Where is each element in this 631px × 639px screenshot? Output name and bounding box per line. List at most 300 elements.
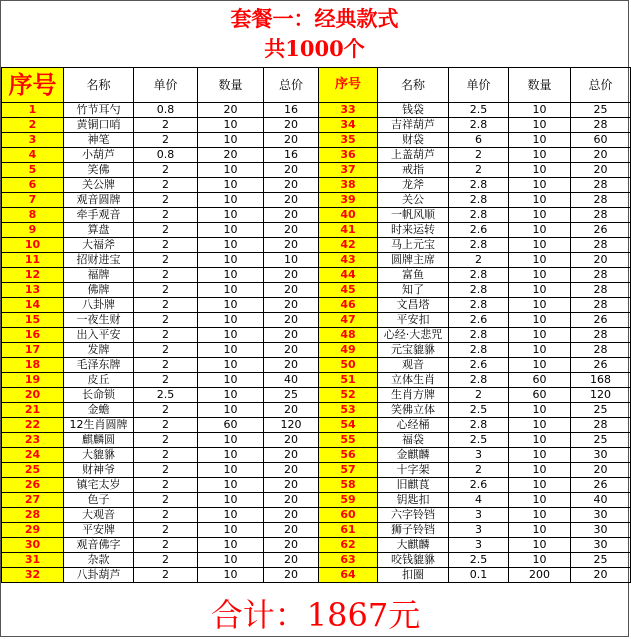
- left-total-cell: 20: [264, 538, 319, 553]
- right-qty-cell: 10: [509, 193, 571, 208]
- right-name-cell: 生肖方牌: [378, 388, 449, 403]
- left-no-cell: 9: [2, 223, 64, 238]
- table-row: [2, 463, 631, 478]
- table-row: [2, 283, 631, 298]
- left-name-cell: 色子: [64, 493, 134, 508]
- left-price-cell: 0.8: [134, 103, 198, 118]
- header-no-right: 序号: [319, 68, 378, 103]
- right-name-cell: 戒指: [378, 163, 449, 178]
- table-row: [2, 163, 631, 178]
- right-name-cell: 心经·大悲咒: [378, 328, 449, 343]
- table-row: [2, 493, 631, 508]
- left-total-cell: 20: [264, 193, 319, 208]
- right-price-cell: 3: [449, 523, 509, 538]
- right-no-cell: 37: [319, 163, 378, 178]
- table-row: [2, 118, 631, 133]
- left-no-cell: 14: [2, 298, 64, 313]
- left-total-cell: 20: [264, 118, 319, 133]
- right-name-cell: 观音: [378, 358, 449, 373]
- right-total-cell: 25: [571, 103, 631, 118]
- left-name-cell: 金蟾: [64, 403, 134, 418]
- right-total-cell: 28: [571, 418, 631, 433]
- left-name-cell: 平安牌: [64, 523, 134, 538]
- left-qty-cell: 10: [198, 133, 264, 148]
- right-qty-cell: 10: [509, 238, 571, 253]
- right-price-cell: 2.5: [449, 553, 509, 568]
- right-qty-cell: 10: [509, 163, 571, 178]
- left-total-cell: 20: [264, 208, 319, 223]
- right-no-cell: 41: [319, 223, 378, 238]
- right-price-cell: 2.8: [449, 283, 509, 298]
- table-row: [2, 478, 631, 493]
- left-no-cell: 3: [2, 133, 64, 148]
- right-no-cell: 56: [319, 448, 378, 463]
- left-total-cell: 20: [264, 403, 319, 418]
- grand-total: 合计：1867元: [210, 596, 421, 634]
- right-no-cell: 45: [319, 283, 378, 298]
- left-total-cell: 20: [264, 133, 319, 148]
- right-total-cell: 120: [571, 388, 631, 403]
- right-total-cell: 28: [571, 238, 631, 253]
- left-price-cell: 2.5: [134, 388, 198, 403]
- right-total-cell: 20: [571, 148, 631, 163]
- right-no-cell: 38: [319, 178, 378, 193]
- header-no-left: 序号: [2, 68, 64, 103]
- left-name-cell: 毛泽东牌: [64, 358, 134, 373]
- right-total-cell: 25: [571, 433, 631, 448]
- right-qty-cell: 10: [509, 343, 571, 358]
- right-no-cell: 43: [319, 253, 378, 268]
- sheet-subtitle: 共1000个: [264, 36, 365, 61]
- right-name-cell: 六字铃铛: [378, 508, 449, 523]
- left-total-cell: 20: [264, 508, 319, 523]
- right-no-cell: 40: [319, 208, 378, 223]
- left-total-cell: 20: [264, 313, 319, 328]
- left-qty-cell: 10: [198, 493, 264, 508]
- items-table: [1, 67, 631, 583]
- left-total-cell: 20: [264, 358, 319, 373]
- left-qty-cell: 10: [198, 118, 264, 133]
- table-row: [2, 253, 631, 268]
- left-total-cell: 25: [264, 388, 319, 403]
- left-name-cell: 麒麟圆: [64, 433, 134, 448]
- right-price-cell: 2.5: [449, 433, 509, 448]
- right-name-cell: 扣圈: [378, 568, 449, 583]
- right-price-cell: 2.6: [449, 313, 509, 328]
- right-name-cell: 关公: [378, 193, 449, 208]
- left-price-cell: 2: [134, 118, 198, 133]
- right-name-cell: 富鱼: [378, 268, 449, 283]
- left-name-cell: 大福斧: [64, 238, 134, 253]
- left-price-cell: 2: [134, 223, 198, 238]
- right-qty-cell: 10: [509, 358, 571, 373]
- right-price-cell: 3: [449, 538, 509, 553]
- right-price-cell: 2: [449, 388, 509, 403]
- right-total-cell: 40: [571, 493, 631, 508]
- right-name-cell: 元宝貔貅: [378, 343, 449, 358]
- right-qty-cell: 10: [509, 268, 571, 283]
- right-total-cell: 20: [571, 253, 631, 268]
- right-total-cell: 30: [571, 448, 631, 463]
- table-row: [2, 238, 631, 253]
- left-total-cell: 20: [264, 223, 319, 238]
- left-price-cell: 2: [134, 358, 198, 373]
- left-price-cell: 2: [134, 163, 198, 178]
- right-total-cell: 26: [571, 478, 631, 493]
- right-qty-cell: 10: [509, 283, 571, 298]
- right-no-cell: 49: [319, 343, 378, 358]
- right-qty-cell: 10: [509, 328, 571, 343]
- right-total-cell: 28: [571, 328, 631, 343]
- header-price-left: 单价: [134, 68, 198, 103]
- right-no-cell: 54: [319, 418, 378, 433]
- right-total-cell: 26: [571, 358, 631, 373]
- left-name-cell: 牵手观音: [64, 208, 134, 223]
- left-no-cell: 6: [2, 178, 64, 193]
- left-qty-cell: 10: [198, 538, 264, 553]
- left-total-cell: 10: [264, 253, 319, 268]
- right-qty-cell: 200: [509, 568, 571, 583]
- left-qty-cell: 10: [198, 508, 264, 523]
- right-price-cell: 2.8: [449, 193, 509, 208]
- left-total-cell: 20: [264, 328, 319, 343]
- left-qty-cell: 10: [198, 433, 264, 448]
- left-price-cell: 2: [134, 283, 198, 298]
- left-name-cell: 黄铜口哨: [64, 118, 134, 133]
- left-price-cell: 2: [134, 568, 198, 583]
- left-price-cell: 2: [134, 538, 198, 553]
- left-qty-cell: 10: [198, 523, 264, 538]
- left-qty-cell: 10: [198, 283, 264, 298]
- right-total-cell: 25: [571, 403, 631, 418]
- left-price-cell: 2: [134, 343, 198, 358]
- left-total-cell: 20: [264, 283, 319, 298]
- right-price-cell: 2: [449, 463, 509, 478]
- table-row: [2, 553, 631, 568]
- right-price-cell: 3: [449, 448, 509, 463]
- left-total-cell: 40: [264, 373, 319, 388]
- right-name-cell: 财袋: [378, 133, 449, 148]
- left-price-cell: 2: [134, 313, 198, 328]
- left-name-cell: 招财进宝: [64, 253, 134, 268]
- left-qty-cell: 10: [198, 193, 264, 208]
- right-price-cell: 2: [449, 148, 509, 163]
- left-qty-cell: 10: [198, 478, 264, 493]
- right-qty-cell: 10: [509, 148, 571, 163]
- right-price-cell: 2.6: [449, 223, 509, 238]
- header-name-left: 名称: [64, 68, 134, 103]
- left-name-cell: 观音佛字: [64, 538, 134, 553]
- left-price-cell: 2: [134, 493, 198, 508]
- left-no-cell: 29: [2, 523, 64, 538]
- left-name-cell: 长命锁: [64, 388, 134, 403]
- left-price-cell: 0.8: [134, 148, 198, 163]
- right-no-cell: 53: [319, 403, 378, 418]
- right-price-cell: 2.8: [449, 268, 509, 283]
- left-qty-cell: 10: [198, 373, 264, 388]
- right-name-cell: 福袋: [378, 433, 449, 448]
- right-no-cell: 59: [319, 493, 378, 508]
- left-total-cell: 20: [264, 553, 319, 568]
- left-total-cell: 20: [264, 568, 319, 583]
- left-price-cell: 2: [134, 268, 198, 283]
- left-no-cell: 26: [2, 478, 64, 493]
- right-total-cell: 28: [571, 343, 631, 358]
- left-no-cell: 27: [2, 493, 64, 508]
- left-total-cell: 120: [264, 418, 319, 433]
- left-qty-cell: 10: [198, 403, 264, 418]
- right-qty-cell: 10: [509, 403, 571, 418]
- left-qty-cell: 10: [198, 223, 264, 238]
- sheet-title: 套餐一：经典款式: [230, 6, 399, 31]
- left-name-cell: 八卦葫芦: [64, 568, 134, 583]
- right-price-cell: 2: [449, 163, 509, 178]
- table-row: [2, 103, 631, 118]
- right-no-cell: 57: [319, 463, 378, 478]
- table-row: [2, 313, 631, 328]
- table-row: [2, 343, 631, 358]
- right-name-cell: 平安扣: [378, 313, 449, 328]
- left-price-cell: 2: [134, 298, 198, 313]
- left-qty-cell: 10: [198, 343, 264, 358]
- right-price-cell: 2.8: [449, 208, 509, 223]
- right-total-cell: 30: [571, 523, 631, 538]
- right-name-cell: 知了: [378, 283, 449, 298]
- right-name-cell: 十字架: [378, 463, 449, 478]
- table-row: [2, 193, 631, 208]
- left-price-cell: 2: [134, 418, 198, 433]
- right-no-cell: 35: [319, 133, 378, 148]
- right-name-cell: 金麒麟: [378, 448, 449, 463]
- table-row: [2, 298, 631, 313]
- right-name-cell: 大麒麟: [378, 538, 449, 553]
- left-price-cell: 2: [134, 208, 198, 223]
- right-total-cell: 28: [571, 268, 631, 283]
- left-no-cell: 8: [2, 208, 64, 223]
- table-row: [2, 223, 631, 238]
- right-no-cell: 63: [319, 553, 378, 568]
- right-qty-cell: 10: [509, 208, 571, 223]
- right-qty-cell: 10: [509, 133, 571, 148]
- left-qty-cell: 10: [198, 553, 264, 568]
- left-name-cell: 算盘: [64, 223, 134, 238]
- left-name-cell: 大观音: [64, 508, 134, 523]
- right-qty-cell: 10: [509, 253, 571, 268]
- left-name-cell: 小葫芦: [64, 148, 134, 163]
- left-no-cell: 21: [2, 403, 64, 418]
- right-total-cell: 168: [571, 373, 631, 388]
- left-total-cell: 20: [264, 433, 319, 448]
- left-name-cell: 笑佛: [64, 163, 134, 178]
- table-row: [2, 178, 631, 193]
- left-price-cell: 2: [134, 253, 198, 268]
- header-qty-left: 数量: [198, 68, 264, 103]
- right-no-cell: 47: [319, 313, 378, 328]
- left-total-cell: 20: [264, 163, 319, 178]
- right-no-cell: 33: [319, 103, 378, 118]
- left-no-cell: 24: [2, 448, 64, 463]
- table-row: [2, 523, 631, 538]
- right-name-cell: 圆牌主席: [378, 253, 449, 268]
- table-row: [2, 448, 631, 463]
- right-price-cell: 2.8: [449, 238, 509, 253]
- right-name-cell: 一帆风顺: [378, 208, 449, 223]
- left-total-cell: 16: [264, 103, 319, 118]
- left-price-cell: 2: [134, 178, 198, 193]
- right-name-cell: 马上元宝: [378, 238, 449, 253]
- right-qty-cell: 10: [509, 118, 571, 133]
- header-total-right: 总价: [571, 68, 631, 103]
- left-no-cell: 12: [2, 268, 64, 283]
- right-no-cell: 58: [319, 478, 378, 493]
- right-name-cell: 笑佛立体: [378, 403, 449, 418]
- left-qty-cell: 10: [198, 463, 264, 478]
- header-name-right: 名称: [378, 68, 449, 103]
- right-no-cell: 60: [319, 508, 378, 523]
- left-price-cell: 2: [134, 433, 198, 448]
- left-no-cell: 17: [2, 343, 64, 358]
- right-no-cell: 62: [319, 538, 378, 553]
- right-name-cell: 文昌塔: [378, 298, 449, 313]
- right-total-cell: 26: [571, 313, 631, 328]
- left-qty-cell: 10: [198, 178, 264, 193]
- right-name-cell: 咬钱貔貅: [378, 553, 449, 568]
- right-price-cell: 2.6: [449, 358, 509, 373]
- left-qty-cell: 10: [198, 448, 264, 463]
- header-row: [2, 68, 631, 103]
- left-name-cell: 八卦牌: [64, 298, 134, 313]
- left-total-cell: 20: [264, 478, 319, 493]
- left-price-cell: 2: [134, 373, 198, 388]
- right-total-cell: 30: [571, 538, 631, 553]
- right-price-cell: 2.8: [449, 373, 509, 388]
- right-total-cell: 60: [571, 133, 631, 148]
- left-total-cell: 20: [264, 523, 319, 538]
- right-name-cell: 上盖葫芦: [378, 148, 449, 163]
- left-no-cell: 15: [2, 313, 64, 328]
- right-price-cell: 2.8: [449, 298, 509, 313]
- right-name-cell: 钥匙扣: [378, 493, 449, 508]
- left-price-cell: 2: [134, 523, 198, 538]
- right-total-cell: 20: [571, 463, 631, 478]
- right-name-cell: 心经桶: [378, 418, 449, 433]
- right-no-cell: 55: [319, 433, 378, 448]
- right-no-cell: 50: [319, 358, 378, 373]
- right-price-cell: 2.8: [449, 418, 509, 433]
- left-qty-cell: 60: [198, 418, 264, 433]
- left-no-cell: 5: [2, 163, 64, 178]
- right-qty-cell: 10: [509, 223, 571, 238]
- left-total-cell: 20: [264, 493, 319, 508]
- left-qty-cell: 10: [198, 388, 264, 403]
- left-name-cell: 发牌: [64, 343, 134, 358]
- left-price-cell: 2: [134, 238, 198, 253]
- left-no-cell: 28: [2, 508, 64, 523]
- right-no-cell: 42: [319, 238, 378, 253]
- right-price-cell: 6: [449, 133, 509, 148]
- left-name-cell: 神笔: [64, 133, 134, 148]
- right-total-cell: 28: [571, 208, 631, 223]
- right-total-cell: 25: [571, 553, 631, 568]
- right-no-cell: 34: [319, 118, 378, 133]
- left-name-cell: 关公牌: [64, 178, 134, 193]
- right-name-cell: 钱袋: [378, 103, 449, 118]
- table-row: [2, 373, 631, 388]
- left-no-cell: 7: [2, 193, 64, 208]
- left-qty-cell: 10: [198, 298, 264, 313]
- left-no-cell: 32: [2, 568, 64, 583]
- right-total-cell: 26: [571, 223, 631, 238]
- right-qty-cell: 10: [509, 523, 571, 538]
- table-row: [2, 208, 631, 223]
- left-name-cell: 福牌: [64, 268, 134, 283]
- right-no-cell: 44: [319, 268, 378, 283]
- left-total-cell: 16: [264, 148, 319, 163]
- table-row: [2, 358, 631, 373]
- right-qty-cell: 10: [509, 463, 571, 478]
- header-price-right: 单价: [449, 68, 509, 103]
- left-price-cell: 2: [134, 328, 198, 343]
- table-row: [2, 133, 631, 148]
- left-price-cell: 2: [134, 463, 198, 478]
- left-name-cell: 12生肖圆牌: [64, 418, 134, 433]
- table-row: [2, 538, 631, 553]
- right-no-cell: 46: [319, 298, 378, 313]
- left-no-cell: 16: [2, 328, 64, 343]
- left-qty-cell: 10: [198, 238, 264, 253]
- left-no-cell: 20: [2, 388, 64, 403]
- left-no-cell: 4: [2, 148, 64, 163]
- right-price-cell: 2.6: [449, 478, 509, 493]
- left-name-cell: 皮丘: [64, 373, 134, 388]
- left-qty-cell: 10: [198, 313, 264, 328]
- left-total-cell: 20: [264, 343, 319, 358]
- right-price-cell: 0.1: [449, 568, 509, 583]
- left-no-cell: 22: [2, 418, 64, 433]
- table-row: [2, 433, 631, 448]
- right-price-cell: 3: [449, 508, 509, 523]
- right-name-cell: 立体生肖: [378, 373, 449, 388]
- table-row: [2, 328, 631, 343]
- right-qty-cell: 10: [509, 538, 571, 553]
- right-no-cell: 61: [319, 523, 378, 538]
- left-name-cell: 财神爷: [64, 463, 134, 478]
- left-name-cell: 镇宅太岁: [64, 478, 134, 493]
- right-price-cell: 2.8: [449, 343, 509, 358]
- left-total-cell: 20: [264, 463, 319, 478]
- right-qty-cell: 60: [509, 388, 571, 403]
- table-row: [2, 268, 631, 283]
- left-name-cell: 观音圆牌: [64, 193, 134, 208]
- left-no-cell: 2: [2, 118, 64, 133]
- left-no-cell: 25: [2, 463, 64, 478]
- left-total-cell: 20: [264, 298, 319, 313]
- right-name-cell: 旧麒茛: [378, 478, 449, 493]
- right-qty-cell: 10: [509, 298, 571, 313]
- left-no-cell: 1: [2, 103, 64, 118]
- left-no-cell: 11: [2, 253, 64, 268]
- left-price-cell: 2: [134, 508, 198, 523]
- right-qty-cell: 10: [509, 448, 571, 463]
- right-qty-cell: 10: [509, 478, 571, 493]
- left-name-cell: 出入平安: [64, 328, 134, 343]
- table-row: [2, 388, 631, 403]
- left-price-cell: 2: [134, 133, 198, 148]
- left-no-cell: 13: [2, 283, 64, 298]
- right-total-cell: 28: [571, 193, 631, 208]
- left-price-cell: 2: [134, 553, 198, 568]
- right-no-cell: 52: [319, 388, 378, 403]
